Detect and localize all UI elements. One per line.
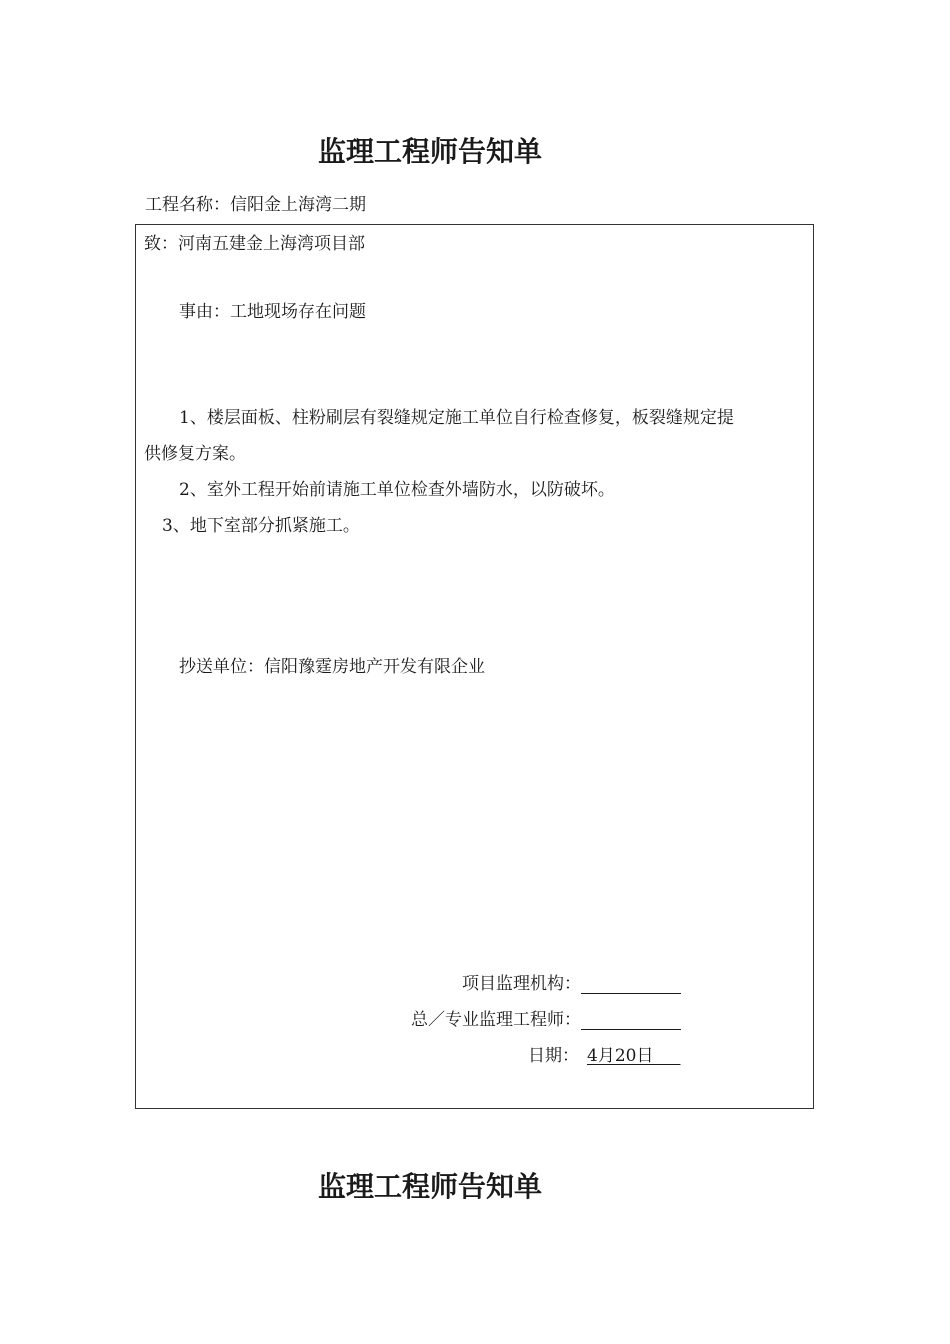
date-value: 4月20日 bbox=[587, 1046, 654, 1066]
date-row bbox=[136, 1041, 687, 1066]
supervision-org-row bbox=[136, 969, 681, 994]
reason-line: 事由：工地现场存在问题 bbox=[179, 302, 366, 322]
issue-item-3: 3、地下室部分抓紧施工。 bbox=[162, 516, 360, 536]
issue-item-2: 2、室外工程开始前请施工单位检查外墙防水，以防破坏。 bbox=[179, 480, 615, 500]
notice-form-box bbox=[135, 224, 814, 1109]
recipient-line: 致：河南五建金上海湾项目部 bbox=[144, 234, 365, 254]
supervision-org-blank bbox=[581, 975, 681, 994]
engineer-row bbox=[136, 1005, 681, 1030]
issue-item-1: 1、楼层面板、柱粉刷层有裂缝规定施工单位自行检查修复，板裂缝规定提 bbox=[179, 408, 734, 428]
issue-item-1-continued: 供修复方案。 bbox=[144, 444, 246, 464]
engineer-blank bbox=[581, 1011, 681, 1030]
cc-line: 抄送单位：信阳豫霆房地产开发有限企业 bbox=[179, 657, 485, 677]
supervision-org-label: 项目监理机构： bbox=[462, 974, 581, 994]
date-label: 日期： bbox=[528, 1046, 579, 1066]
page-title: 监理工程师告知单 bbox=[317, 135, 542, 168]
project-name: 工程名称：信阳金上海湾二期 bbox=[145, 195, 366, 215]
next-page-title: 监理工程师告知单 bbox=[317, 1170, 542, 1203]
engineer-label: 总／专业监理工程师： bbox=[411, 1010, 581, 1030]
